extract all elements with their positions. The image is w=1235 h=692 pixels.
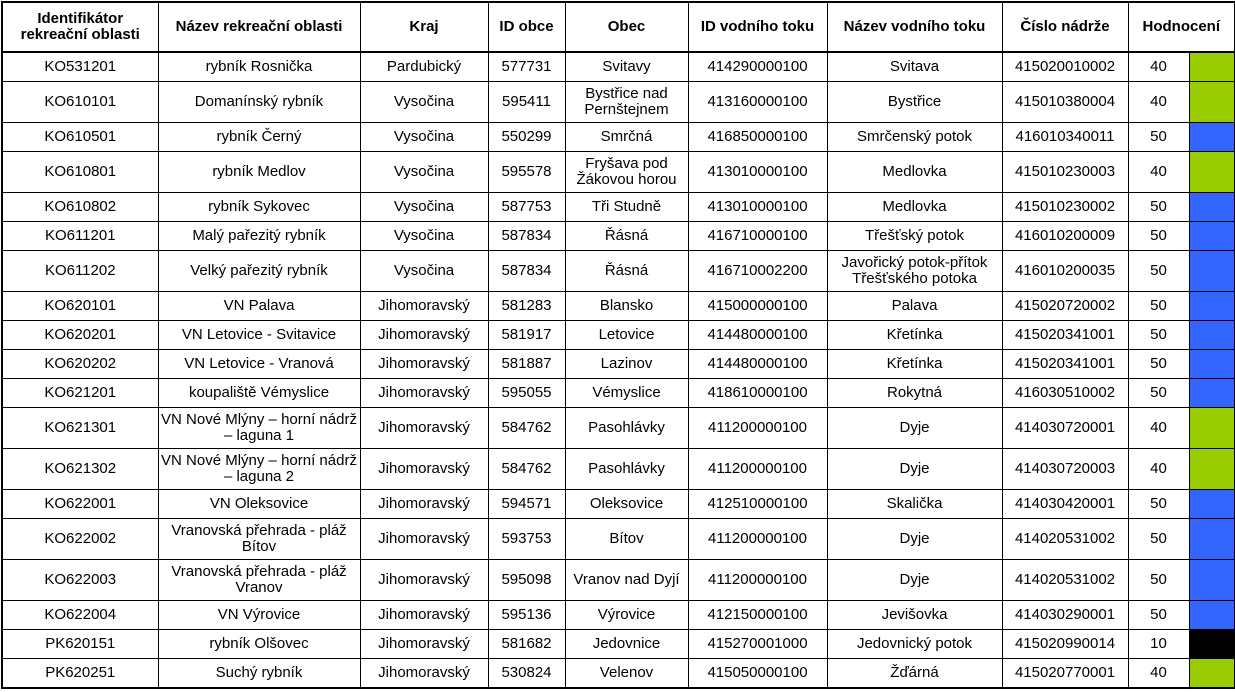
rating-color-swatch <box>1189 52 1235 82</box>
header-row <box>2 2 1235 52</box>
cell-hodnoceni: 50 <box>1128 560 1189 601</box>
rating-color-swatch <box>1189 601 1235 630</box>
cell-kraj: Vysočina <box>360 123 488 152</box>
cell-nazev-oblasti: Vranovská přehrada - pláž Vranov <box>158 560 360 601</box>
cell-id-vodniho-toku: 414290000100 <box>688 52 827 82</box>
cell-hodnoceni: 40 <box>1128 449 1189 490</box>
table-row <box>2 379 1235 408</box>
rating-color-swatch <box>1189 222 1235 251</box>
rating-color-swatch <box>1189 449 1235 490</box>
cell-nazev-vodniho-toku: Křetínka <box>827 321 1002 350</box>
cell-nazev-oblasti: VN Výrovice <box>158 601 360 630</box>
table-row <box>2 601 1235 630</box>
cell-cislo-nadrze: 416030510002 <box>1002 379 1128 408</box>
cell-nazev-vodniho-toku: Smrčenský potok <box>827 123 1002 152</box>
cell-cislo-nadrze: 416010200009 <box>1002 222 1128 251</box>
table-row <box>2 251 1235 292</box>
rating-color-swatch <box>1189 659 1235 689</box>
cell-id-obce: 584762 <box>488 449 565 490</box>
table-row <box>2 519 1235 560</box>
cell-identifikator: KO622003 <box>2 560 158 601</box>
cell-identifikator: KO611201 <box>2 222 158 251</box>
cell-obec: Blansko <box>565 292 688 321</box>
header-kraj: Kraj <box>360 2 488 52</box>
cell-kraj: Jihomoravský <box>360 379 488 408</box>
cell-kraj: Jihomoravský <box>360 560 488 601</box>
cell-obec: Letovice <box>565 321 688 350</box>
table-row <box>2 560 1235 601</box>
cell-nazev-vodniho-toku: Dyje <box>827 560 1002 601</box>
cell-nazev-vodniho-toku: Palava <box>827 292 1002 321</box>
cell-kraj: Jihomoravský <box>360 490 488 519</box>
rating-color-swatch <box>1189 350 1235 379</box>
cell-obec: Vémyslice <box>565 379 688 408</box>
cell-kraj: Jihomoravský <box>360 292 488 321</box>
cell-kraj: Vysočina <box>360 82 488 123</box>
cell-nazev-oblasti: VN Letovice - Svitavice <box>158 321 360 350</box>
cell-identifikator: KO610501 <box>2 123 158 152</box>
cell-hodnoceni: 40 <box>1128 659 1189 689</box>
cell-nazev-oblasti: VN Letovice - Vranová <box>158 350 360 379</box>
table-body <box>2 52 1235 688</box>
cell-obec: Bítov <box>565 519 688 560</box>
cell-kraj: Vysočina <box>360 193 488 222</box>
header-id-obce: ID obce <box>488 2 565 52</box>
cell-id-obce: 581682 <box>488 630 565 659</box>
cell-nazev-oblasti: rybník Rosnička <box>158 52 360 82</box>
cell-obec: Výrovice <box>565 601 688 630</box>
cell-obec: Pasohlávky <box>565 449 688 490</box>
table-row <box>2 152 1235 193</box>
cell-id-obce: 581887 <box>488 350 565 379</box>
table-row <box>2 408 1235 449</box>
cell-nazev-vodniho-toku: Medlovka <box>827 152 1002 193</box>
cell-cislo-nadrze: 416010340011 <box>1002 123 1128 152</box>
cell-cislo-nadrze: 415020341001 <box>1002 321 1128 350</box>
cell-id-vodniho-toku: 411200000100 <box>688 408 827 449</box>
cell-obec: Řásná <box>565 251 688 292</box>
rating-color-swatch <box>1189 408 1235 449</box>
cell-id-obce: 587753 <box>488 193 565 222</box>
cell-id-obce: 587834 <box>488 251 565 292</box>
header-obec: Obec <box>565 2 688 52</box>
cell-cislo-nadrze: 415020770001 <box>1002 659 1128 689</box>
cell-hodnoceni: 50 <box>1128 292 1189 321</box>
table-row <box>2 222 1235 251</box>
cell-obec: Tři Studně <box>565 193 688 222</box>
cell-obec: Fryšava pod Žákovou horou <box>565 152 688 193</box>
cell-id-vodniho-toku: 416710000100 <box>688 222 827 251</box>
table-row <box>2 630 1235 659</box>
cell-hodnoceni: 50 <box>1128 123 1189 152</box>
cell-id-vodniho-toku: 414480000100 <box>688 350 827 379</box>
cell-id-obce: 593753 <box>488 519 565 560</box>
cell-nazev-oblasti: rybník Černý <box>158 123 360 152</box>
cell-nazev-vodniho-toku: Medlovka <box>827 193 1002 222</box>
cell-cislo-nadrze: 414030290001 <box>1002 601 1128 630</box>
table-row <box>2 82 1235 123</box>
rating-color-swatch <box>1189 82 1235 123</box>
cell-nazev-vodniho-toku: Jedovnický potok <box>827 630 1002 659</box>
cell-nazev-oblasti: VN Oleksovice <box>158 490 360 519</box>
cell-nazev-vodniho-toku: Žďárná <box>827 659 1002 689</box>
cell-cislo-nadrze: 415020720002 <box>1002 292 1128 321</box>
cell-obec: Smrčná <box>565 123 688 152</box>
cell-id-obce: 595055 <box>488 379 565 408</box>
header-cislo-nadrze: Číslo nádrže <box>1002 2 1128 52</box>
cell-id-vodniho-toku: 413010000100 <box>688 193 827 222</box>
cell-cislo-nadrze: 415020010002 <box>1002 52 1128 82</box>
cell-identifikator: PK620151 <box>2 630 158 659</box>
cell-nazev-oblasti: VN Nové Mlýny – horní nádrž – laguna 1 <box>158 408 360 449</box>
cell-nazev-oblasti: rybník Medlov <box>158 152 360 193</box>
cell-nazev-vodniho-toku: Bystřice <box>827 82 1002 123</box>
cell-identifikator: KO621301 <box>2 408 158 449</box>
cell-nazev-vodniho-toku: Jevišovka <box>827 601 1002 630</box>
cell-obec: Bystřice nad Pernštejnem <box>565 82 688 123</box>
cell-id-vodniho-toku: 415270001000 <box>688 630 827 659</box>
table-row <box>2 449 1235 490</box>
cell-nazev-oblasti: Suchý rybník <box>158 659 360 689</box>
cell-id-vodniho-toku: 416850000100 <box>688 123 827 152</box>
cell-id-obce: 581283 <box>488 292 565 321</box>
cell-obec: Svitavy <box>565 52 688 82</box>
cell-nazev-vodniho-toku: Skalička <box>827 490 1002 519</box>
cell-nazev-oblasti: Domanínský rybník <box>158 82 360 123</box>
cell-obec: Lazinov <box>565 350 688 379</box>
cell-obec: Vranov nad Dyjí <box>565 560 688 601</box>
cell-hodnoceni: 50 <box>1128 350 1189 379</box>
cell-kraj: Jihomoravský <box>360 321 488 350</box>
cell-kraj: Jihomoravský <box>360 408 488 449</box>
rating-color-swatch <box>1189 519 1235 560</box>
cell-hodnoceni: 10 <box>1128 630 1189 659</box>
cell-nazev-vodniho-toku: Rokytná <box>827 379 1002 408</box>
cell-identifikator: KO622002 <box>2 519 158 560</box>
cell-cislo-nadrze: 414020531002 <box>1002 560 1128 601</box>
cell-nazev-vodniho-toku: Dyje <box>827 519 1002 560</box>
cell-nazev-oblasti: rybník Sykovec <box>158 193 360 222</box>
cell-id-obce: 550299 <box>488 123 565 152</box>
cell-nazev-oblasti: VN Nové Mlýny – horní nádrž – laguna 2 <box>158 449 360 490</box>
cell-nazev-vodniho-toku: Třešťský potok <box>827 222 1002 251</box>
cell-id-vodniho-toku: 411200000100 <box>688 519 827 560</box>
cell-nazev-oblasti: Velký pařezitý rybník <box>158 251 360 292</box>
cell-identifikator: KO620101 <box>2 292 158 321</box>
cell-id-vodniho-toku: 414480000100 <box>688 321 827 350</box>
cell-id-vodniho-toku: 411200000100 <box>688 560 827 601</box>
rating-color-swatch <box>1189 321 1235 350</box>
cell-obec: Oleksovice <box>565 490 688 519</box>
header-nazev-vodniho-toku: Název vodního toku <box>827 2 1002 52</box>
cell-nazev-vodniho-toku: Svitava <box>827 52 1002 82</box>
table-row <box>2 659 1235 689</box>
cell-id-obce: 594571 <box>488 490 565 519</box>
cell-id-obce: 595578 <box>488 152 565 193</box>
cell-obec: Jedovnice <box>565 630 688 659</box>
cell-identifikator: KO611202 <box>2 251 158 292</box>
rating-color-swatch <box>1189 560 1235 601</box>
cell-id-vodniho-toku: 413160000100 <box>688 82 827 123</box>
cell-hodnoceni: 50 <box>1128 601 1189 630</box>
cell-id-obce: 595136 <box>488 601 565 630</box>
rating-color-swatch <box>1189 630 1235 659</box>
table-row <box>2 321 1235 350</box>
cell-kraj: Pardubický <box>360 52 488 82</box>
cell-obec: Velenov <box>565 659 688 689</box>
cell-hodnoceni: 50 <box>1128 519 1189 560</box>
cell-identifikator: KO620202 <box>2 350 158 379</box>
cell-identifikator: PK620251 <box>2 659 158 689</box>
cell-identifikator: KO622004 <box>2 601 158 630</box>
cell-cislo-nadrze: 414030720001 <box>1002 408 1128 449</box>
rating-color-swatch <box>1189 251 1235 292</box>
header-id-vodniho-toku: ID vodního toku <box>688 2 827 52</box>
cell-id-vodniho-toku: 415050000100 <box>688 659 827 689</box>
cell-identifikator: KO620201 <box>2 321 158 350</box>
cell-hodnoceni: 50 <box>1128 193 1189 222</box>
cell-cislo-nadrze: 414020531002 <box>1002 519 1128 560</box>
cell-id-obce: 595098 <box>488 560 565 601</box>
cell-cislo-nadrze: 414030720003 <box>1002 449 1128 490</box>
cell-obec: Pasohlávky <box>565 408 688 449</box>
table-row <box>2 193 1235 222</box>
cell-hodnoceni: 40 <box>1128 82 1189 123</box>
cell-obec: Řásná <box>565 222 688 251</box>
cell-id-obce: 581917 <box>488 321 565 350</box>
cell-id-obce: 587834 <box>488 222 565 251</box>
cell-id-vodniho-toku: 411200000100 <box>688 449 827 490</box>
cell-kraj: Vysočina <box>360 222 488 251</box>
cell-kraj: Jihomoravský <box>360 630 488 659</box>
cell-identifikator: KO621201 <box>2 379 158 408</box>
cell-nazev-oblasti: koupaliště Vémyslice <box>158 379 360 408</box>
cell-id-obce: 577731 <box>488 52 565 82</box>
cell-cislo-nadrze: 415020990014 <box>1002 630 1128 659</box>
cell-id-vodniho-toku: 413010000100 <box>688 152 827 193</box>
rating-color-swatch <box>1189 292 1235 321</box>
rating-color-swatch <box>1189 490 1235 519</box>
cell-identifikator: KO622001 <box>2 490 158 519</box>
cell-hodnoceni: 50 <box>1128 251 1189 292</box>
cell-identifikator: KO610801 <box>2 152 158 193</box>
cell-cislo-nadrze: 414030420001 <box>1002 490 1128 519</box>
cell-kraj: Jihomoravský <box>360 519 488 560</box>
cell-hodnoceni: 50 <box>1128 321 1189 350</box>
cell-identifikator: KO621302 <box>2 449 158 490</box>
cell-hodnoceni: 40 <box>1128 52 1189 82</box>
cell-id-vodniho-toku: 416710002200 <box>688 251 827 292</box>
table-row <box>2 292 1235 321</box>
cell-id-obce: 530824 <box>488 659 565 689</box>
cell-kraj: Jihomoravský <box>360 659 488 689</box>
cell-identifikator: KO610802 <box>2 193 158 222</box>
cell-id-vodniho-toku: 412150000100 <box>688 601 827 630</box>
cell-cislo-nadrze: 415020341001 <box>1002 350 1128 379</box>
cell-cislo-nadrze: 416010200035 <box>1002 251 1128 292</box>
recreation-areas-table <box>1 1 1235 689</box>
cell-kraj: Jihomoravský <box>360 449 488 490</box>
cell-nazev-oblasti: Vranovská přehrada - pláž Bítov <box>158 519 360 560</box>
table-row <box>2 350 1235 379</box>
cell-hodnoceni: 50 <box>1128 222 1189 251</box>
header-identifikator: Identifikátor rekreační oblasti <box>2 2 158 52</box>
cell-kraj: Jihomoravský <box>360 350 488 379</box>
table-row <box>2 490 1235 519</box>
cell-kraj: Vysočina <box>360 152 488 193</box>
header-hodnoceni: Hodnocení <box>1128 2 1235 52</box>
cell-cislo-nadrze: 415010230002 <box>1002 193 1128 222</box>
cell-id-vodniho-toku: 418610000100 <box>688 379 827 408</box>
cell-hodnoceni: 50 <box>1128 379 1189 408</box>
cell-cislo-nadrze: 415010380004 <box>1002 82 1128 123</box>
cell-id-obce: 584762 <box>488 408 565 449</box>
cell-nazev-vodniho-toku: Dyje <box>827 408 1002 449</box>
cell-hodnoceni: 40 <box>1128 408 1189 449</box>
cell-id-vodniho-toku: 415000000100 <box>688 292 827 321</box>
cell-kraj: Vysočina <box>360 251 488 292</box>
cell-identifikator: KO610101 <box>2 82 158 123</box>
cell-nazev-vodniho-toku: Dyje <box>827 449 1002 490</box>
cell-cislo-nadrze: 415010230003 <box>1002 152 1128 193</box>
cell-hodnoceni: 40 <box>1128 152 1189 193</box>
rating-color-swatch <box>1189 379 1235 408</box>
table-row <box>2 123 1235 152</box>
table-row <box>2 52 1235 82</box>
cell-id-obce: 595411 <box>488 82 565 123</box>
rating-color-swatch <box>1189 152 1235 193</box>
cell-nazev-oblasti: rybník Olšovec <box>158 630 360 659</box>
cell-id-vodniho-toku: 412510000100 <box>688 490 827 519</box>
header-nazev-oblasti: Název rekreační oblasti <box>158 2 360 52</box>
cell-nazev-oblasti: VN Palava <box>158 292 360 321</box>
cell-kraj: Jihomoravský <box>360 601 488 630</box>
cell-nazev-vodniho-toku: Křetínka <box>827 350 1002 379</box>
cell-nazev-oblasti: Malý pařezitý rybník <box>158 222 360 251</box>
rating-color-swatch <box>1189 123 1235 152</box>
cell-nazev-vodniho-toku: Javořický potok-přítok Třešťského potoka <box>827 251 1002 292</box>
rating-color-swatch <box>1189 193 1235 222</box>
cell-identifikator: KO531201 <box>2 52 158 82</box>
cell-hodnoceni: 50 <box>1128 490 1189 519</box>
